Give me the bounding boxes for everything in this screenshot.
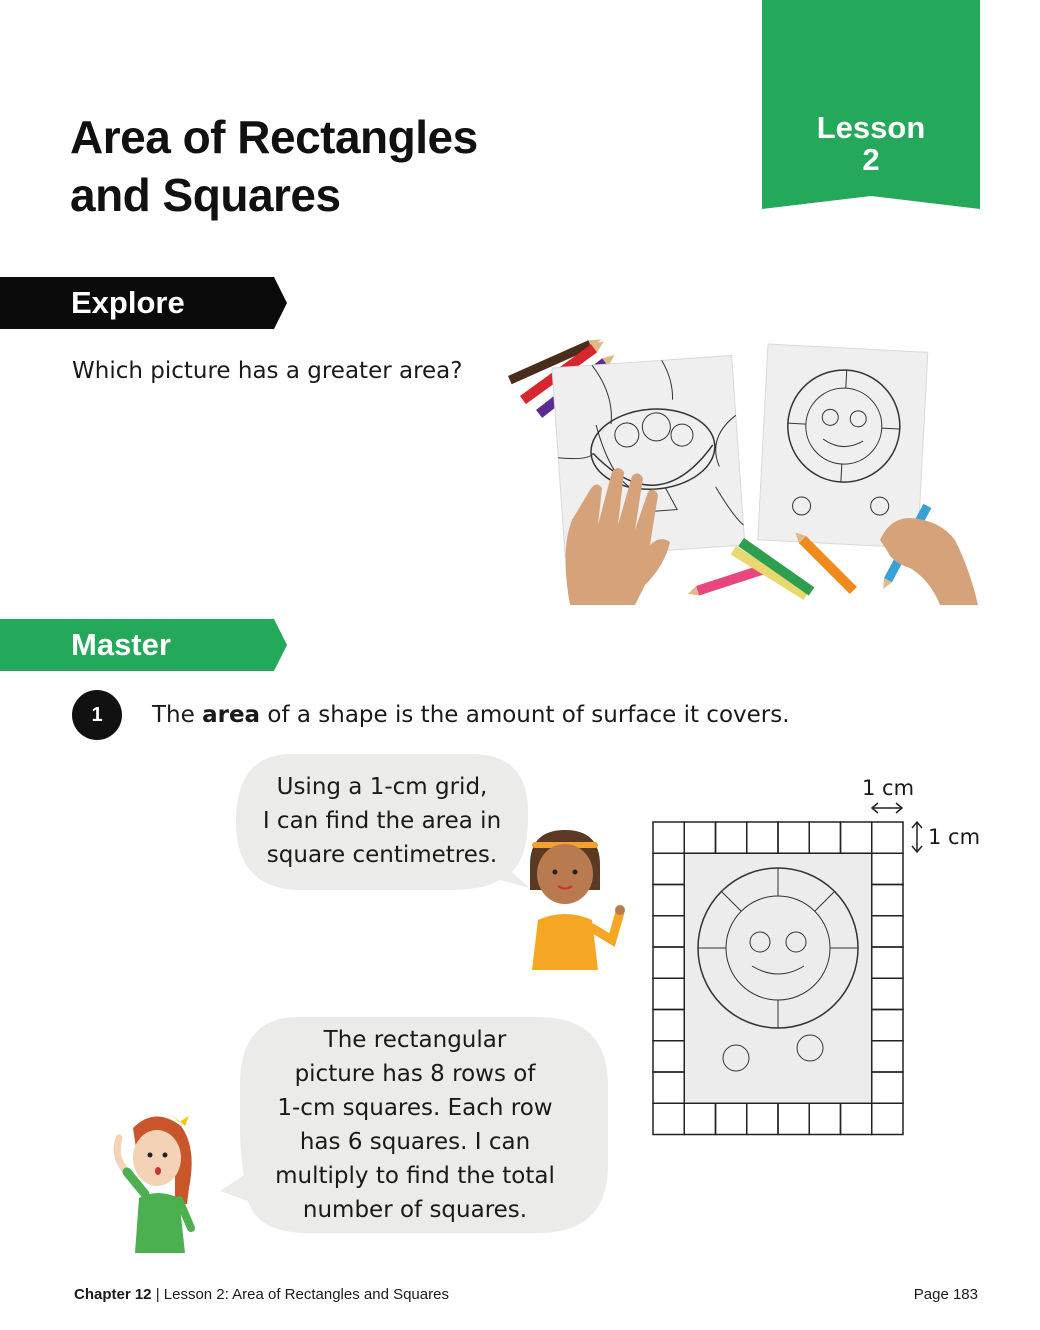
grid-cell bbox=[653, 916, 684, 947]
grid-cell bbox=[872, 1041, 903, 1072]
q-text-before: The bbox=[152, 702, 203, 728]
bubble2-line: multiply to find the total bbox=[275, 1163, 555, 1189]
footer-separator: | bbox=[151, 1286, 164, 1303]
grid-cell bbox=[653, 822, 684, 853]
grid-cell bbox=[872, 885, 903, 916]
grid-cell bbox=[872, 978, 903, 1009]
footer-chapter: Chapter 12 bbox=[74, 1286, 152, 1303]
lesson-tab-banner bbox=[762, 0, 980, 210]
grid-illustration bbox=[640, 770, 990, 1140]
grid-cell bbox=[809, 1103, 840, 1134]
grid-cell bbox=[716, 822, 747, 853]
footer-lesson: Lesson 2: Area of Rectangles and Squares bbox=[163, 1286, 449, 1303]
bubble2-line: picture has 8 rows of bbox=[294, 1061, 536, 1087]
q-text-after: of a shape is the amount of surface it covers. bbox=[260, 702, 790, 728]
grid-cell bbox=[653, 1010, 684, 1041]
page-title bbox=[70, 108, 630, 224]
vertical-arrow-icon bbox=[912, 822, 922, 852]
grid-cell bbox=[684, 822, 715, 853]
q-text-bold: area bbox=[202, 702, 261, 728]
grid-cell bbox=[716, 1103, 747, 1134]
master-question-text bbox=[152, 700, 790, 730]
dog-picture bbox=[758, 344, 928, 548]
lesson-tab-text bbox=[762, 112, 980, 176]
grid-cell bbox=[653, 947, 684, 978]
explore-section-header bbox=[0, 277, 290, 329]
grid-dog-picture bbox=[685, 852, 871, 1102]
explore-question: Which picture has a greater area? bbox=[72, 358, 463, 384]
grid-cell bbox=[653, 1072, 684, 1103]
page-number: Page 183 bbox=[913, 1286, 978, 1303]
speech-bubble-1 bbox=[232, 752, 532, 894]
footer bbox=[74, 1285, 449, 1305]
square-grid bbox=[640, 770, 990, 1140]
question-number-badge: 1 bbox=[72, 690, 122, 740]
explore-label: Explore bbox=[71, 285, 185, 320]
bubble1-line: Using a 1-cm grid, bbox=[276, 774, 488, 800]
grid-cell bbox=[872, 916, 903, 947]
grid-cell bbox=[872, 1103, 903, 1134]
grid-cell bbox=[841, 822, 872, 853]
red-haired-girl-icon bbox=[105, 1108, 205, 1253]
grid-cell bbox=[872, 1010, 903, 1041]
speech-bubble-1-text bbox=[232, 770, 532, 872]
page-title-line2: and Squares bbox=[70, 169, 341, 221]
speech-bubble-2 bbox=[218, 1015, 612, 1235]
grid-cell bbox=[778, 822, 809, 853]
bubble2-line: number of squares. bbox=[302, 1197, 528, 1223]
grid-cell bbox=[653, 978, 684, 1009]
lesson-label: Lesson bbox=[816, 110, 926, 145]
grid-horizontal-label: 1 cm bbox=[862, 776, 915, 800]
horizontal-arrow-icon bbox=[872, 803, 902, 813]
explore-illustration bbox=[500, 330, 980, 608]
grid-cell bbox=[841, 1103, 872, 1134]
bubble2-line: 1-cm squares. Each row bbox=[277, 1095, 553, 1121]
grid-cell bbox=[653, 853, 684, 884]
grid-cell bbox=[778, 1103, 809, 1134]
bubble1-line: square centimetres. bbox=[266, 842, 498, 868]
grid-cell bbox=[684, 1103, 715, 1134]
grid-cell bbox=[653, 1103, 684, 1134]
girl-character-icon bbox=[520, 830, 630, 970]
lesson-tab bbox=[762, 0, 980, 210]
grid-cell bbox=[872, 822, 903, 853]
grid-cell bbox=[872, 1072, 903, 1103]
grid-cell bbox=[747, 822, 778, 853]
page-title-line1: Area of Rectangles bbox=[70, 111, 478, 163]
speech-bubble-2-text bbox=[218, 1023, 612, 1227]
bubble2-line: The rectangular bbox=[323, 1027, 507, 1053]
grid-vertical-label: 1 cm bbox=[928, 825, 981, 849]
lesson-number: 2 bbox=[862, 142, 880, 177]
grid-cell bbox=[809, 822, 840, 853]
master-section-header bbox=[0, 619, 290, 671]
grid-cell bbox=[872, 853, 903, 884]
bubble1-line: I can find the area in bbox=[262, 808, 502, 834]
master-label: Master bbox=[71, 627, 171, 662]
grid-cell bbox=[872, 947, 903, 978]
grid-cell bbox=[653, 1041, 684, 1072]
grid-cell bbox=[653, 885, 684, 916]
bubble2-line: has 6 squares. I can bbox=[299, 1129, 531, 1155]
grid-cell bbox=[747, 1103, 778, 1134]
